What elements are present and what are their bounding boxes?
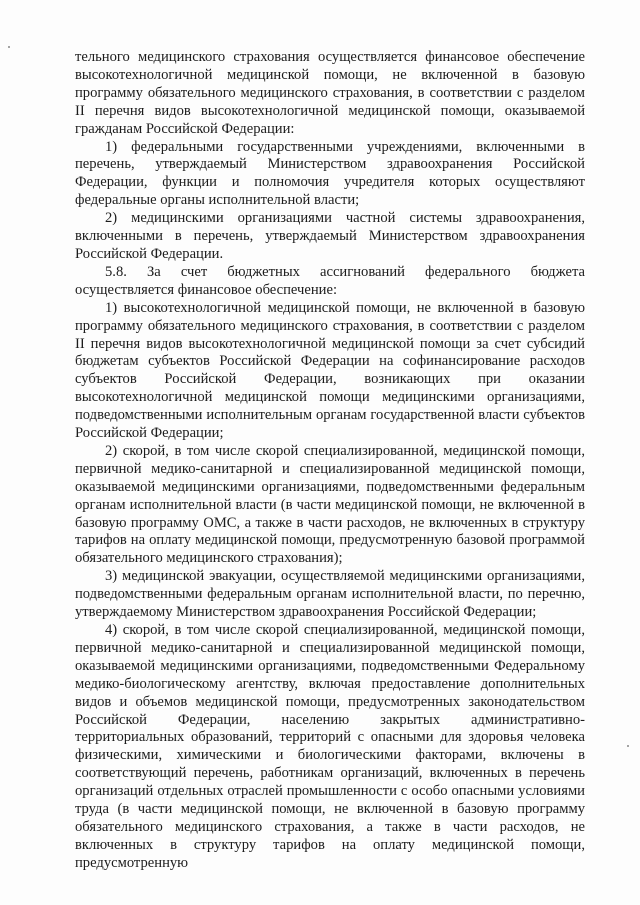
paragraph-2: 1) федеральными государственными учреждениями, включенными в перечень, утверждаемый Министерством здравоохранения Российской Федерации, функции и полномочия учредителя которых осуществляют федеральные органы исполнительной власти; [75,138,585,209]
scan-speck [627,745,629,747]
paragraph-7: 3) медицинской эвакуации, осуществляемой медицинскими организациями, подведомственными федеральным органам исполнительной власти, по перечню, утверждаемому Министерством здравоохранения Российской Федерации; [75,568,585,621]
document-body [75,49,585,873]
paragraph-1: тельного медицинского страхования осуществляется финансовое обеспечение высокотехнологичной медицинской помощи, не включенной в базовую программу обязательного медицинского страхования, в соответствии с разделом II перечня видов высокотехнологичной медицинской помощи, оказываемой гражданам Российской Федерации: [75,49,585,137]
paragraph-4: 5.8. За счет бюджетных ассигнований федерального бюджета осуществляется финансовое обеспечение: [75,263,585,298]
paragraph-6: 2) скорой, в том числе скорой специализированной, медицинской помощи, первичной медико-санитарной и специализированной медицинской помощи, оказываемой медицинскими организациями, подведомственными федеральным органам исполнительной власти (в части медицинской помощи, не включенной в базовую программу ОМС, а также в части расходов, не включенных в структуру тарифов на оплату медицинской помощи, предусмотренную базовой программой обязательного медицинского страхования); [75,442,585,567]
paragraph-5: 1) высокотехнологичной медицинской помощи, не включенной в базовую программу обязательного медицинского страхования, в соответствии с разделом II перечня видов высокотехнологичной медицинской помощи за счет субсидий бюджетам субъектов Российской Федерации на софинансирование расходов субъектов Российской Федерации, возникающих при оказании высокотехнологичной медицинской помощи медицинскими организациями, подведомственными исполнительным органам государственной власти субъектов Российской Федерации; [75,299,585,442]
paragraph-3: 2) медицинскими организациями частной системы здравоохранения, включенными в перечень, утверждаемый Министерством здравоохранения Российской Федерации. [75,210,585,262]
scan-speck [8,46,10,48]
paragraph-8: 4) скорой, в том числе скорой специализированной, медицинской помощи, первичной медико-санитарной и специализированной медицинской помощи, оказываемой медицинскими организациями, подведомственными Федеральному медико-биологическому агентству, включая предоставление дополнительных видов и объемов медицинской помощи, предусмотренных законодательством Российской Федерации, населению закрытых административно-территориальных образований, территорий с опасными для здоровья человека физическими, химическими и биологическими факторами, включены в соответствующий перечень, работникам организаций, включенных в перечень организаций отдельных отраслей промышленности с особо опасными условиями труда (в части медицинской помощи, не включенной в базовую программу обязательного медицинского страхования, а также в части расходов, не включенных в структуру тарифов на оплату медицинской помощи, предусмотренную [75,622,585,871]
